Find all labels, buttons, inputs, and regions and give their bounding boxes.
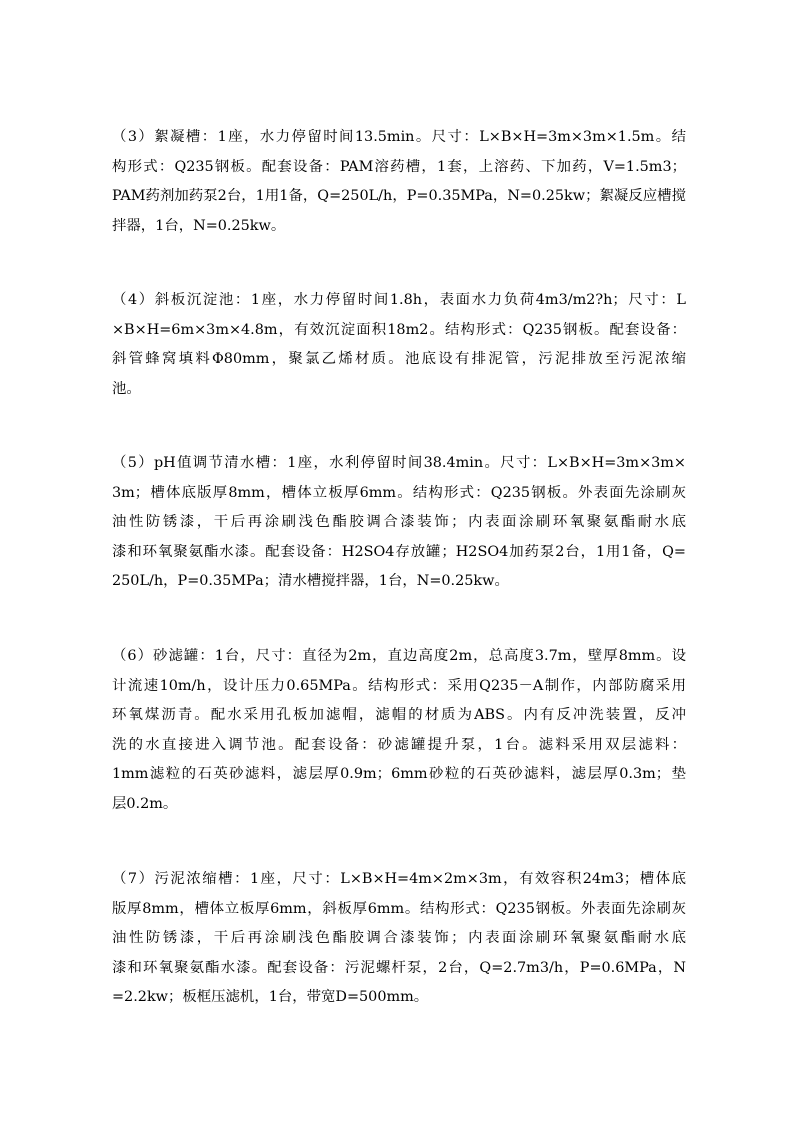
paragraph-ph-adjustment-tank [112, 449, 686, 597]
paragraph-sludge-thickening-tank [112, 865, 686, 1013]
text-line: 漆和环氧聚氨酯水漆。配套设备：污泥螺杆泵，2台，Q=2.7m3/h，P=0.6MPa，N [112, 959, 686, 976]
text-line: 版厚8mm，槽体立板厚6mm，斜板厚6mm。结构形式：Q235钢板。外表面先涂刷灰 [112, 900, 686, 917]
text-line: PAM药剂加药泵2台，1用1备，Q=250L/h，P=0.35MPa，N=0.25kw；絮凝反应槽搅 [112, 188, 686, 204]
text-line: 1mm滤粒的石英砂滤料，滤层厚0.9m；6mm砂粒的石英砂滤料，滤层厚0.3m；垫 [112, 766, 686, 782]
text-line: 池。 [112, 380, 141, 397]
paragraph-sand-filter-tank [112, 642, 686, 819]
text-line: 构形式：Q235钢板。配套设备：PAM溶药槽，1套，上溶药、下加药，V=1.5m3； [112, 158, 686, 175]
text-line: ×B×H=6m×3m×4.8m，有效沉淀面积18m2。结构形式：Q235钢板。配套设备： [112, 321, 686, 338]
text-line: 3m；槽体底版厚8mm，槽体立板厚6mm。结构形式：Q235钢板。外表面先涂刷灰 [112, 484, 686, 501]
text-line: 250L/h，P=0.35MPa；清水槽搅拌器，1台，N=0.25kw。 [112, 573, 509, 589]
text-line: 油性防锈漆，干后再涂刷浅色酯胶调合漆装饰；内表面涂刷环氧聚氨酯耐水底 [112, 930, 686, 946]
text-line: （7）污泥浓缩槽：1座，尺寸：L×B×H=4m×2m×3m，有效容积24m3；槽体底 [112, 871, 686, 887]
text-line: （5）pH值调节清水槽：1座，水利停留时间38.4min。尺寸：L×B×H=3m×3m× [112, 455, 686, 471]
text-line: （4）斜板沉淀池：1座，水力停留时间1.8h，表面水力负荷4m3/m2?h；尺寸：L [112, 292, 686, 308]
text-line: 斜管蜂窝填料Φ80mm，聚氯乙烯材质。池底设有排泥管，污泥排放至污泥浓缩 [112, 351, 686, 367]
text-line: （6）砂滤罐：1台，尺寸：直径为2m，直边高度2m，总高度3.7m，壁厚8mm。设 [112, 648, 686, 664]
text-line: 层0.2m。 [112, 795, 178, 812]
text-line: 环氧煤沥青。配水采用孔板加滤帽，滤帽的材质为ABS。内有反冲洗装置，反冲 [112, 707, 686, 723]
text-line: 计流速10m/h，设计压力0.65MPa。结构形式：采用Q235－A制作，内部防腐采用 [112, 677, 686, 694]
text-line: 油性防锈漆，干后再涂刷浅色酯胶调合漆装饰；内表面涂刷环氧聚氨酯耐水底 [112, 514, 686, 530]
text-line: 漆和环氧聚氨酯水漆。配套设备：H2SO4存放罐；H2SO4加药泵2台，1用1备，Q= [112, 543, 686, 560]
paragraph-flocculation-tank [112, 123, 686, 241]
text-line: （3）絮凝槽：1座，水力停留时间13.5min。尺寸：L×B×H=3m×3m×1.5m。结 [112, 129, 686, 145]
text-line: =2.2kw；板框压滤机，1台，带宽D=500mm。 [112, 989, 429, 1005]
text-line: 拌器，1台，N=0.25kw。 [112, 217, 286, 234]
paragraph-inclined-plate-sedimentation-tank [112, 286, 686, 404]
text-line: 洗的水直接进入调节池。配套设备：砂滤罐提升泵，1台。滤料采用双层滤料： [112, 736, 686, 753]
